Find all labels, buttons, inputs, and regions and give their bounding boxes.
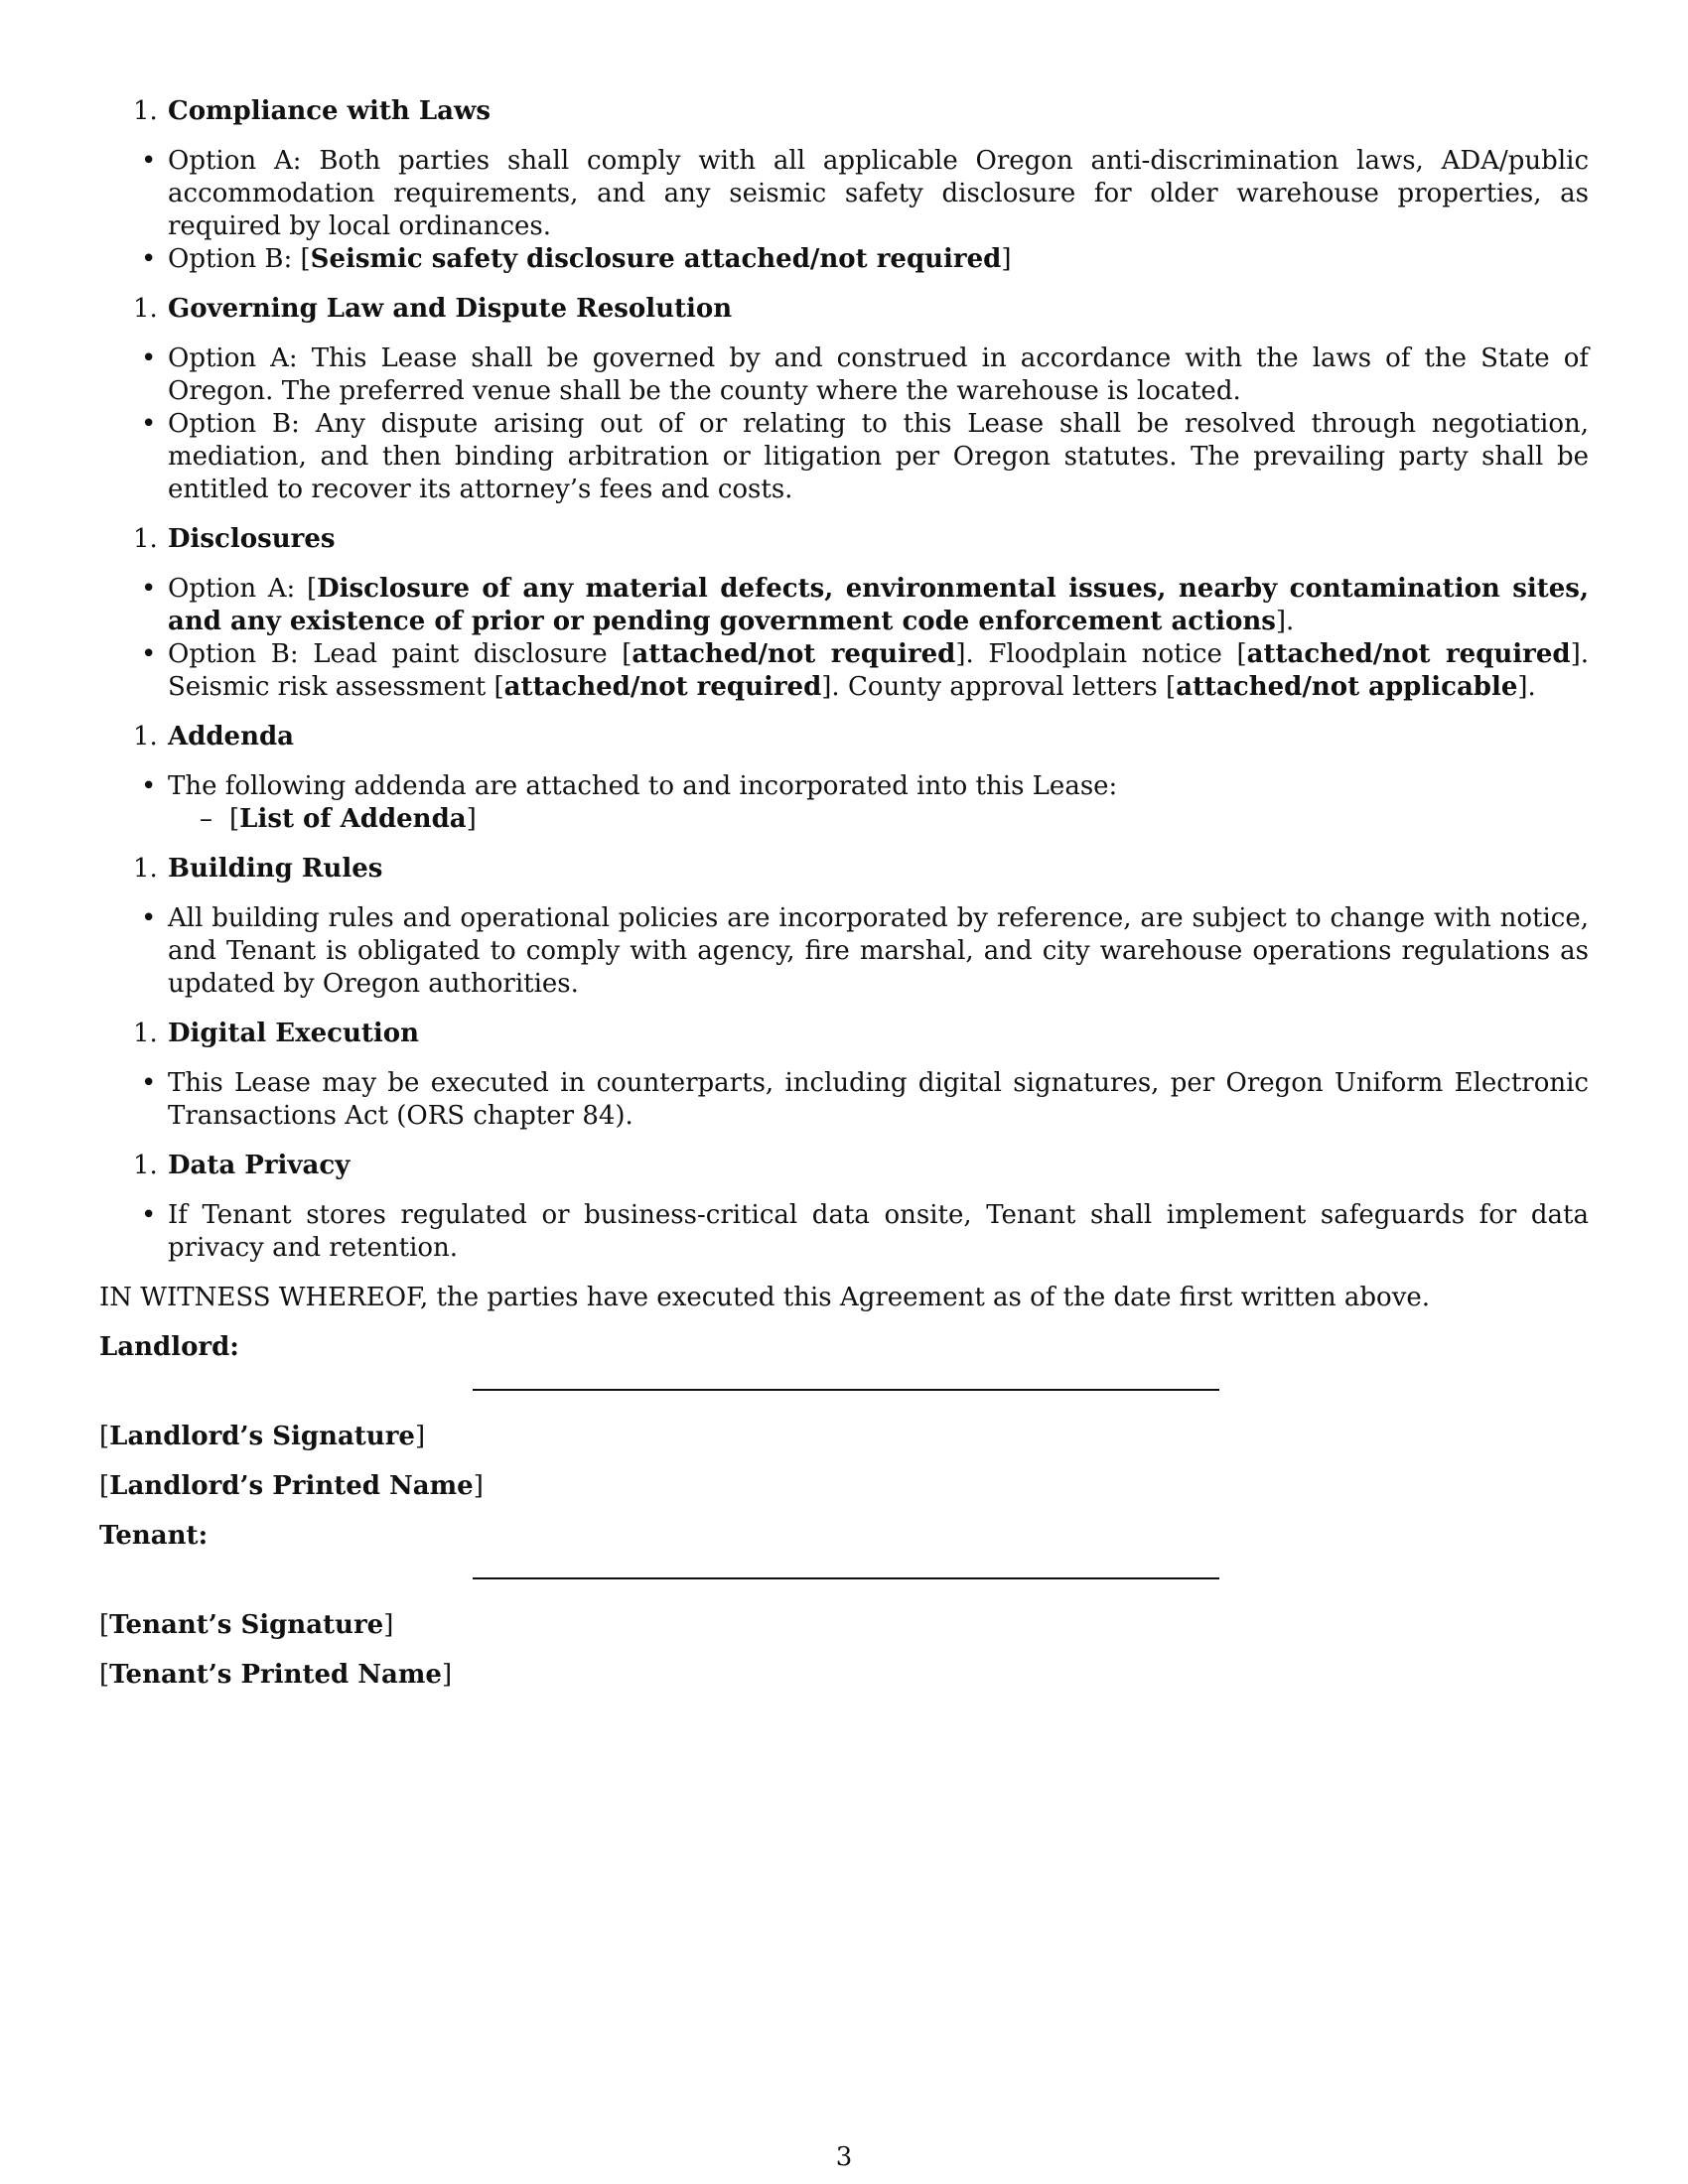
option-suffix: ]. — [1275, 607, 1295, 636]
section-heading-data-privacy — [99, 1150, 1589, 1182]
bullet-list-disclosures — [99, 573, 1589, 704]
option-text: All building rules and operational policies are incorporated by reference, are subject to change with notice, and Tenant is obligated to comply with agency, fire marshal, and city warehouse operations regulations as updated by Oregon authorities. — [168, 903, 1589, 999]
tenant-printed-name-text: Tenant’s Printed Name — [109, 1660, 442, 1690]
bullet-glyph: • — [141, 244, 157, 274]
bracket-open: [ — [99, 1610, 110, 1640]
section-number: 1. — [133, 96, 158, 126]
section-title: Building Rules — [168, 854, 383, 884]
section-heading-governing-law — [99, 293, 1589, 326]
list-item — [99, 902, 1589, 1001]
section-title: Addenda — [168, 722, 295, 751]
list-item — [99, 145, 1589, 243]
bracket-close: ] — [441, 1660, 453, 1690]
section-number: 1. — [133, 294, 158, 324]
section-heading-addenda — [99, 721, 1589, 753]
page-number: 3 — [835, 2142, 853, 2172]
list-item — [99, 770, 1589, 836]
option-text: This Lease may be executed in counterparts, including digital signatures, per Oregon Uniform Electronic Transactions Act (ORS chapter 84). — [168, 1068, 1589, 1131]
list-item — [99, 1067, 1589, 1133]
option-prefix: Option B: [ — [168, 244, 311, 274]
bullet-glyph: • — [141, 409, 157, 439]
option-prefix: Option A: [ — [168, 574, 318, 604]
option-prefix: Option A: — [168, 146, 320, 176]
tenant-printed-name-placeholder — [99, 1659, 1589, 1692]
tenant-signature-line[interactable] — [473, 1577, 1219, 1579]
landlord-label: Landlord: — [99, 1332, 239, 1362]
option-text-part: ]. Floodplain notice [ — [955, 639, 1247, 669]
section-title: Digital Execution — [168, 1019, 419, 1048]
bullet-glyph: • — [141, 771, 157, 801]
bullet-list-compliance — [99, 145, 1589, 276]
bracket-open: [ — [99, 1471, 110, 1501]
section-title: Governing Law and Dispute Resolution — [168, 294, 733, 324]
bullet-list-digital-execution — [99, 1067, 1589, 1133]
option-text-part: ]. Seismic risk assessment [ — [168, 639, 1589, 702]
bullet-glyph: • — [141, 343, 157, 373]
section-number: 1. — [133, 854, 158, 884]
list-item — [99, 408, 1589, 506]
bullet-list-data-privacy — [99, 1199, 1589, 1265]
bullet-glyph: • — [141, 1200, 157, 1230]
section-heading-disclosures — [99, 523, 1589, 556]
landlord-signature-placeholder — [99, 1421, 1589, 1453]
option-text: If Tenant stores regulated or business-critical data onsite, Tenant shall implement safeguards for data privacy and retention. — [168, 1200, 1589, 1263]
bullet-glyph: • — [141, 903, 157, 933]
section-title: Data Privacy — [168, 1151, 351, 1180]
tenant-label: Tenant: — [99, 1521, 209, 1551]
bracket-open: [ — [99, 1422, 110, 1451]
landlord-signature-text: Landlord’s Signature — [109, 1422, 415, 1451]
bracket-open: [ — [99, 1660, 110, 1690]
list-item — [99, 1199, 1589, 1265]
option-text-part: ]. County approval letters [ — [821, 672, 1177, 702]
section-number: 1. — [133, 722, 158, 751]
bracket-close: ] — [414, 1422, 426, 1451]
option-text: Any dispute arising out of or relating to this Lease shall be resolved through negotiation, mediation, and then binding arbitration or litigation per Oregon statutes. The prevailing party shall be entitled to recover its attorney’s fees and costs. — [168, 409, 1589, 504]
bracket-close: ] — [383, 1610, 394, 1640]
option-prefix: Option A: — [168, 343, 312, 373]
list-item — [99, 243, 1589, 276]
bracket-open: [ — [229, 804, 240, 834]
landlord-printed-name-text: Landlord’s Printed Name — [109, 1471, 474, 1501]
tenant-signature-placeholder — [99, 1609, 1589, 1642]
bullet-glyph: • — [141, 1068, 157, 1098]
witness-paragraph: IN WITNESS WHEREOF, the parties have executed this Agreement as of the date first written above. — [99, 1283, 1431, 1312]
option-text: The following addenda are attached to and incorporated into this Lease: — [168, 771, 1118, 801]
bullet-glyph: • — [141, 574, 157, 604]
list-item — [99, 573, 1589, 638]
list-item — [99, 342, 1589, 408]
bullet-glyph: • — [141, 639, 157, 669]
option-text: This Lease shall be governed by and construed in accordance with the laws of the State of Oregon. The preferred venue shall be the county where the warehouse is located. — [168, 343, 1589, 406]
section-title: Disclosures — [168, 524, 336, 554]
section-number: 1. — [133, 1151, 158, 1180]
lease-page — [99, 95, 1589, 1708]
landlord-signature-line[interactable] — [473, 1389, 1219, 1391]
sub-list-item — [168, 803, 1589, 836]
section-heading-digital-execution — [99, 1018, 1589, 1050]
bullet-glyph: • — [141, 146, 157, 176]
section-title: Compliance with Laws — [168, 96, 492, 126]
bracket-close: ] — [473, 1471, 484, 1501]
option-suffix: ] — [1001, 244, 1012, 274]
placeholder-lead-paint: attached/not required — [632, 639, 956, 669]
placeholder-text: Seismic safety disclosure attached/not required — [310, 244, 1002, 274]
section-heading-building-rules — [99, 853, 1589, 886]
placeholder-list-of-addenda: List of Addenda — [239, 804, 467, 834]
dash-glyph: – — [200, 804, 212, 834]
placeholder-floodplain: attached/not required — [1246, 639, 1571, 669]
bullet-list-addenda — [99, 770, 1589, 836]
section-number: 1. — [133, 1019, 158, 1048]
option-text-part: ]. — [1517, 672, 1536, 702]
bracket-close: ] — [466, 804, 477, 834]
option-text: Both parties shall comply with all applicable Oregon anti-discrimination laws, ADA/public accommodation requirements, and any seismic safety disclosure for older warehouse properties, as required by local ordinances. — [168, 146, 1590, 241]
placeholder-seismic: attached/not required — [503, 672, 822, 702]
section-number: 1. — [133, 524, 158, 554]
placeholder-county: attached/not applicable — [1176, 672, 1518, 702]
tenant-signature-text: Tenant’s Signature — [109, 1610, 384, 1640]
placeholder-text: Disclosure of any material defects, environmental issues, nearby contamination sites, and any existence of prior or pending government code enforcement actions — [168, 574, 1589, 636]
option-prefix: Option B: — [168, 409, 316, 439]
landlord-printed-name-placeholder — [99, 1470, 1589, 1503]
list-item — [99, 638, 1589, 704]
bullet-list-building-rules — [99, 902, 1589, 1001]
section-heading-compliance — [99, 95, 1589, 128]
option-text-part: Option B: Lead paint disclosure [ — [168, 639, 633, 669]
bullet-list-governing-law — [99, 342, 1589, 506]
